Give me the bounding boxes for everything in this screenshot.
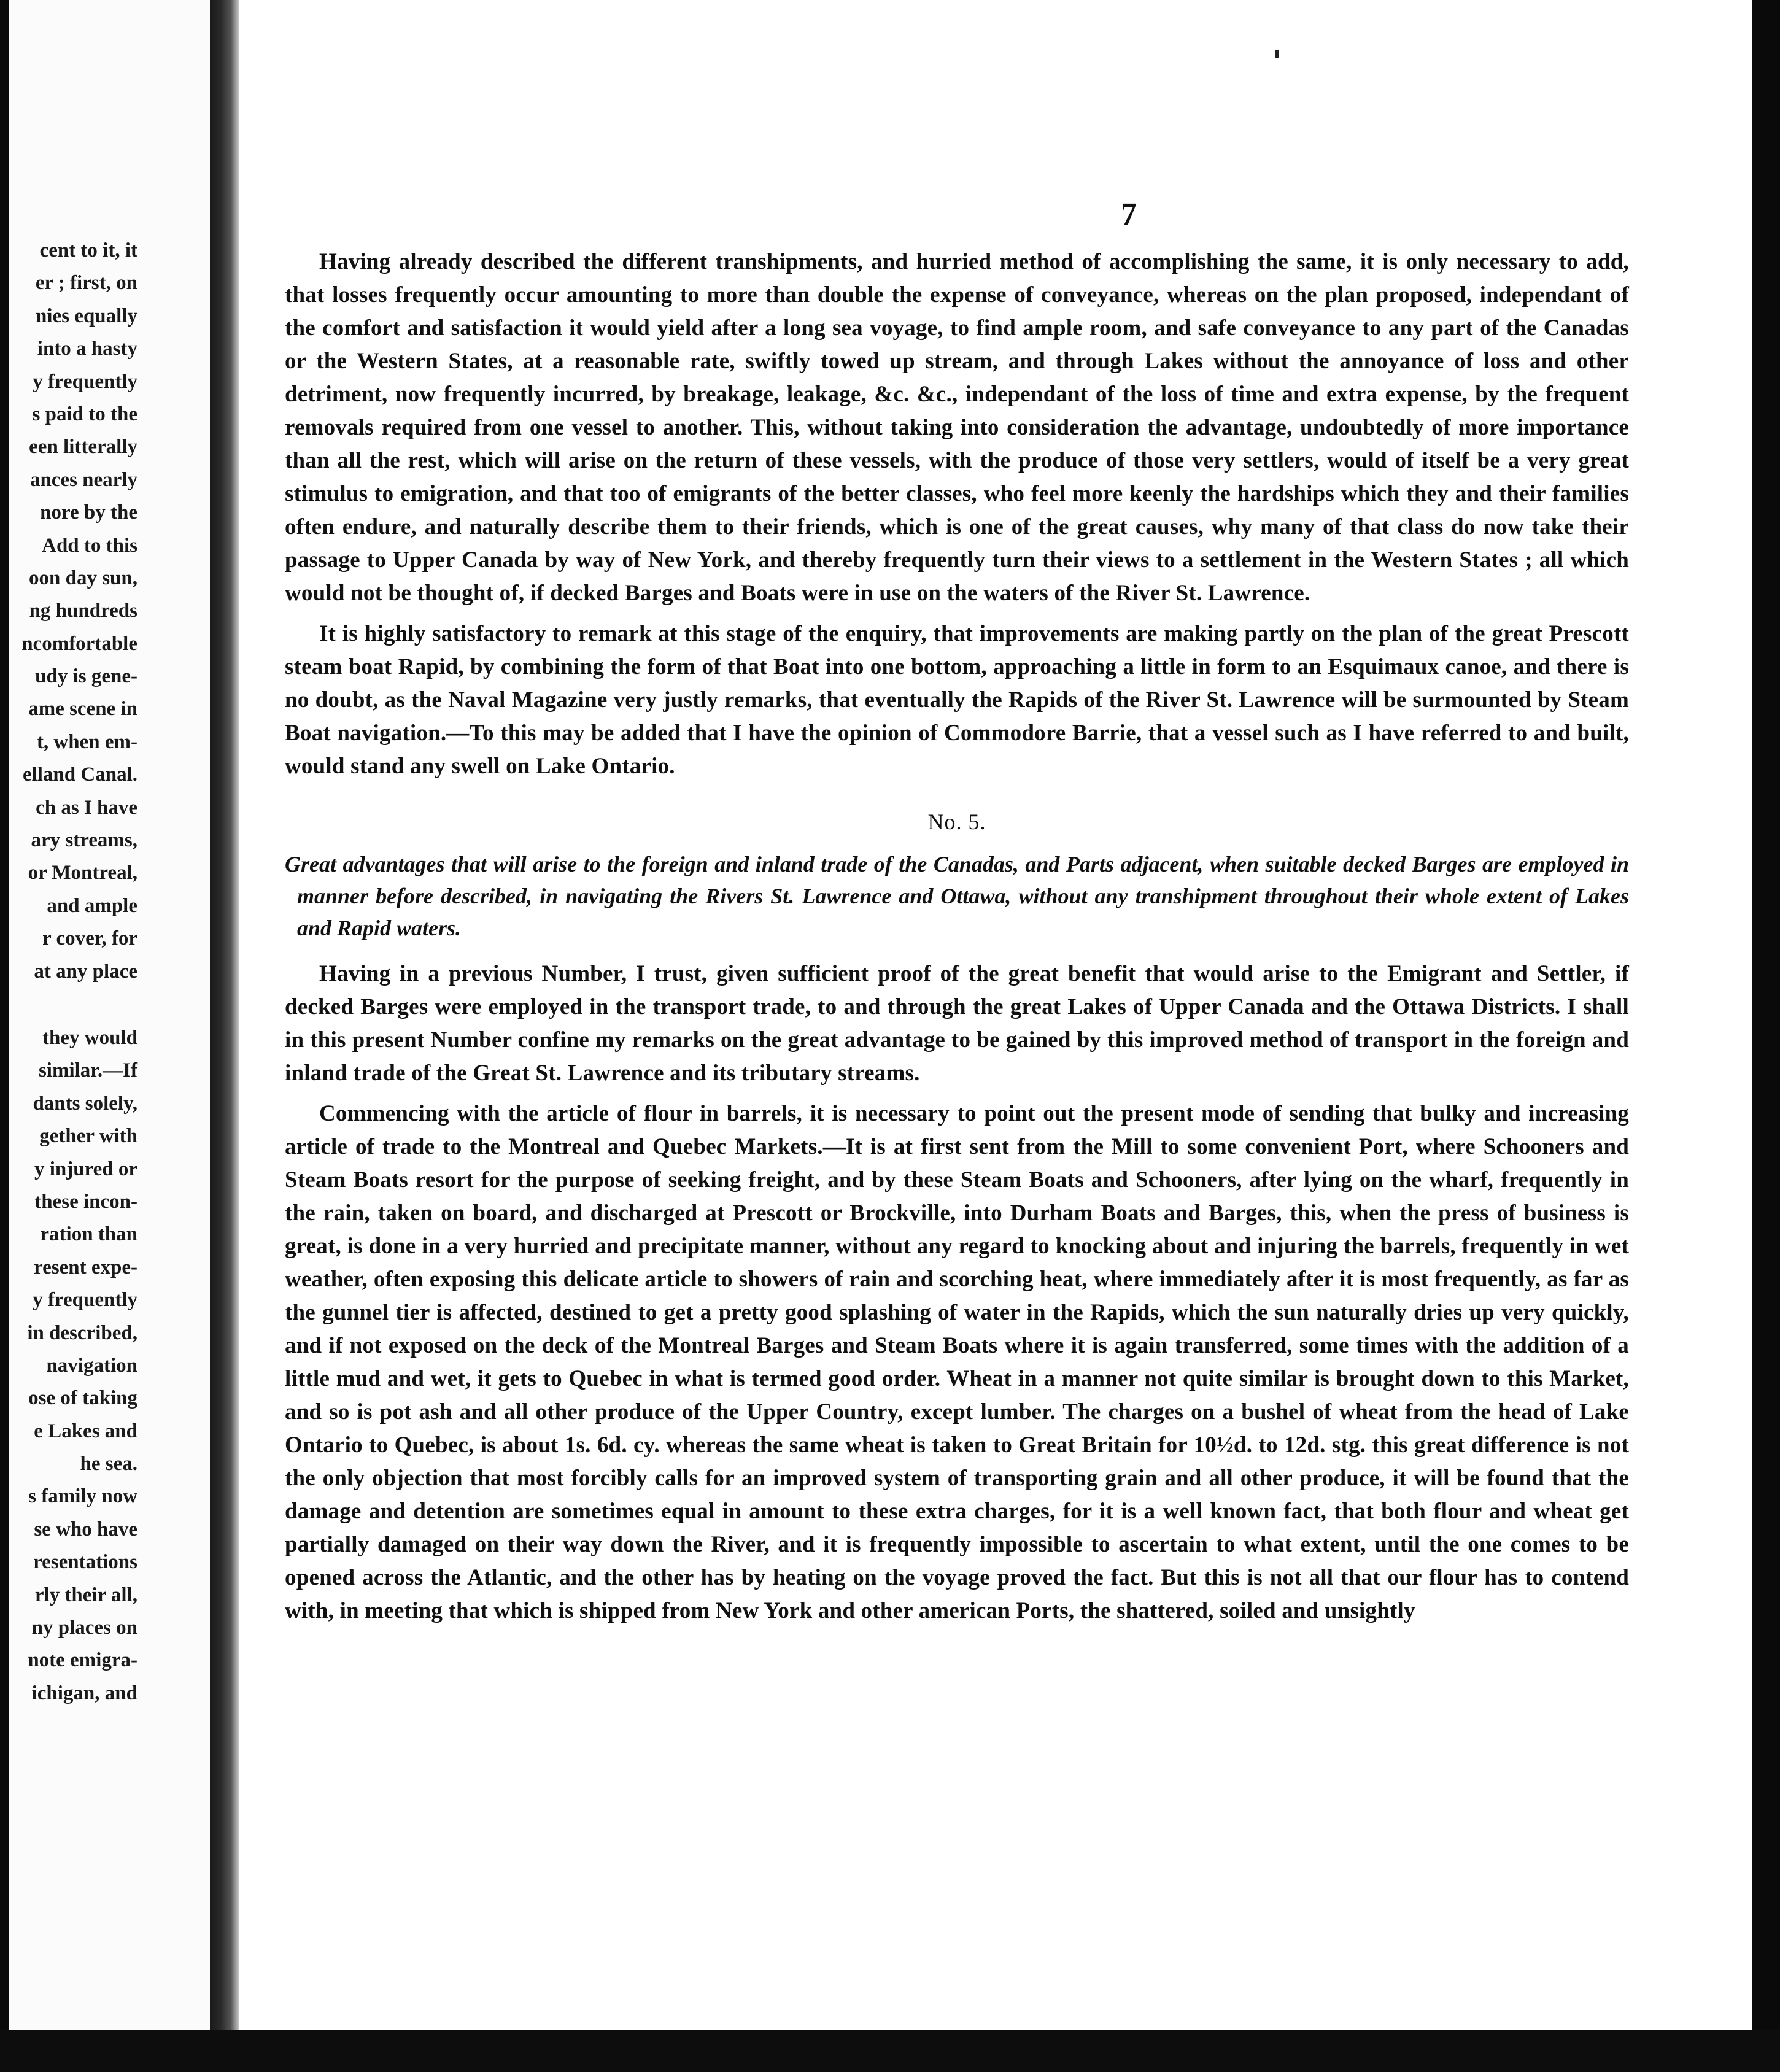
left-fragment-line: into a hasty — [37, 338, 137, 360]
left-fragment-line: resent expe- — [34, 1256, 137, 1278]
left-fragment-line: elland Canal. — [22, 763, 137, 786]
left-fragment-line: een litterally — [29, 436, 137, 458]
scan-border-right — [1752, 0, 1780, 2072]
left-fragment-line: y injured or — [34, 1158, 137, 1180]
left-fragment-line: rly their all, — [34, 1583, 137, 1606]
left-fragment-line: resentations — [33, 1551, 137, 1574]
section-caption-text: Great advantages that will arise to the foreign and inland trade of the Canadas, and Parts adjacent, when suitable decked Barges are employed in manner before described, in navigating the Rivers St. Lawrence and Ottawa, without any transhipment throughout their whole extent of Lakes and Rapid waters. — [285, 852, 1629, 940]
left-fragment-line: dants solely, — [33, 1092, 137, 1115]
left-fragment-line: r cover, for — [42, 927, 137, 950]
left-fragment-line: er ; first, on — [35, 272, 137, 295]
scan-speck — [1275, 50, 1279, 58]
paragraph-3: Having in a previous Number, I trust, given sufficient proof of the great benefit that would arise to the Emigrant and Settler, if decked Barges were employed in the transport trade, to and through the great Lakes of Upper Canada and the Ottawa Districts. I shall in this present Number confine my remarks on the great advantage to be gained by this improved method of transport in the foreign and inland trade of the Great St. Lawrence and its tributary streams. — [285, 961, 1629, 1086]
left-fragment-line: or Montreal, — [28, 862, 137, 884]
left-fragment-line: note emigra- — [28, 1649, 137, 1672]
left-fragment-line: e Lakes and — [34, 1420, 137, 1442]
paragraph-2: It is highly satisfactory to remark at this stage of the enquiry, that improvements are making partly on the plan of the great Prescott steam boat Rapid, by combining the form of that Boat into one bottom, approaching a little in form to an Esquimaux canoe, and there is no doubt, as the Naval Magazine very justly remarks, that eventually the Rapids of the River St. Lawrence will be surmounted by Steam Boat navigation.—To this may be added that I have the opinion of Commodore Barrie, that a vessel such as I have referred to and built, would stand any swell on Lake Ontario. — [285, 621, 1629, 779]
left-fragment-line: he sea. — [80, 1453, 137, 1475]
scan-border-bottom — [0, 2030, 1780, 2072]
left-fragment-line: s paid to the — [32, 403, 137, 425]
left-fragment-line: these incon- — [34, 1190, 137, 1213]
left-fragment-line: ose of taking — [28, 1387, 137, 1410]
left-fragment-line: ary streams, — [31, 829, 137, 852]
left-fragment-line: and ample — [47, 894, 137, 917]
scan-border-left — [0, 0, 9, 2072]
left-fragment-line: se who have — [34, 1518, 137, 1540]
right-page — [285, 184, 1629, 1628]
section-caption — [285, 848, 1629, 944]
left-fragment-line: nies equally — [36, 304, 137, 327]
left-fragment-line: ch as I have — [36, 796, 137, 819]
paragraph-1: Having already described the different transhipments, and hurried method of accomplishing the same, it is only necessary to add, that losses frequently occur amounting to more than double the expense of conveyance, whereas on the plan proposed, independant of the comfort and satisfaction it would yield after a long sea voyage, to find ample room, and safe conveyance to any part of the Canadas or the Western States, at a reasonable rate, swiftly towed up stream, and through Lakes without the annoyance of loss and other detriment, now frequently incurred, by breakage, leakage, &c. &c., independant of the loss of time and extra expense, by the frequent removals required from one vessel to another. This, without taking into consideration the advantage, undoubtedly of more importance than all the rest, which will arise on the return of these vessels, with the produce of those very settlers, would of itself be a very great stimulus to emigration, and that too of emigrants of the better classes, who feel more keenly the hardships which they and their families often endure, and naturally describe them to their friends, which is one of the great causes, why many of that class do now take their passage to Upper Canada by way of New York, and thereby frequently turn their views to a settlement in the Western States ; all which would not be thought of, if decked Barges and Boats were in use on the waters of the River St. Lawrence. — [285, 249, 1629, 606]
left-fragment-line: oon day sun, — [28, 566, 137, 589]
left-fragment-line: ration than — [40, 1223, 137, 1246]
left-fragment-line: in described, — [27, 1321, 137, 1344]
left-fragment-line: Add to this — [42, 534, 137, 557]
left-fragment-line: ame scene in — [28, 698, 137, 721]
left-fragment-line — [9, 988, 137, 1022]
left-fragment-line: nore by the — [40, 501, 137, 524]
left-fragment-line: udy is gene- — [35, 665, 137, 688]
left-fragment-line: ances nearly — [29, 468, 137, 491]
left-fragment-line: gether with — [39, 1125, 137, 1148]
left-fragment-line: s family now — [28, 1485, 137, 1508]
left-fragment-line: y frequently — [33, 370, 137, 393]
left-fragment-line: ichigan, and — [31, 1682, 137, 1704]
left-fragment-line: ny places on — [31, 1617, 137, 1639]
paragraph-4: Commencing with the article of flour in barrels, it is necessary to point out the present mode of sending that bulky and increasing article of trade to the Montreal and Quebec Markets.—It is at first sent from the Mill to some convenient Port, where Schooners and Steam Boats resort for the purpose of seeking freight, and by these Steam Boats and Schooners, after lying on the wharf, frequently in the rain, taken on board, and discharged at Prescott or Brockville, into Durham Boats and Barges, this, when the press of business is great, is done in a very hurried and precipitate manner, without any regard to knocking about and injuring the barrels, frequently in wet weather, often exposing this delicate article to showers of rain and scorching heat, where immediately after it is most frequently, as far as the gunnel tier is affected, destined to get a pretty good splashing of water in the Rapids, which the sun naturally dries up very quickly, and if not exposed on the deck of the Montreal Barges and Steam Boats where it is again transferred, some times with the addition of a little mud and wet, it gets to Quebec in what is termed good order. Wheat in a manner not quite similar is brought down to this Market, and so is pot ash and all other produce of the Upper Country, except lumber. The charges on a bushel of wheat from the head of Lake Ontario to Quebec, is about 1s. 6d. cy. whereas the same wheat is taken to Great Britain for 10½d. to 12d. stg. this great difference is not the only objection that most forcibly calls for an improved system of transporting grain and all other produce, it will be found that the damage and detention are sometimes equal in amount to these extra charges, for it is a well known fact, that both flour and wheat get partially damaged on their way down the River, and it is frequently impossible to ascertain to what extent, until the one comes to be opened across the Atlantic, and the other has by heating on the voyage proved the fact. But this is not all that our flour has to contend with, in meeting that which is shipped from New York and other american Ports, the shattered, soiled and unsightly — [285, 1101, 1629, 1623]
section-heading: No. 5. — [927, 810, 986, 834]
left-fragment-line: y frequently — [33, 1289, 137, 1312]
left-fragment-line: ng hundreds — [29, 600, 137, 622]
left-page-fragments — [9, 234, 137, 1710]
left-fragment-line: ncomfortable — [21, 632, 137, 655]
left-fragment-line: cent to it, it — [39, 239, 137, 261]
page-number: 7 — [1121, 197, 1137, 232]
left-page — [9, 0, 210, 2031]
left-fragment-line: at any place — [34, 960, 137, 983]
left-fragment-line: similar.—If — [38, 1059, 137, 1082]
left-fragment-line: navigation — [46, 1354, 137, 1377]
book-gutter — [210, 0, 239, 2031]
left-fragment-line: they would — [42, 1026, 137, 1049]
left-fragment-line: t, when em- — [36, 730, 137, 753]
